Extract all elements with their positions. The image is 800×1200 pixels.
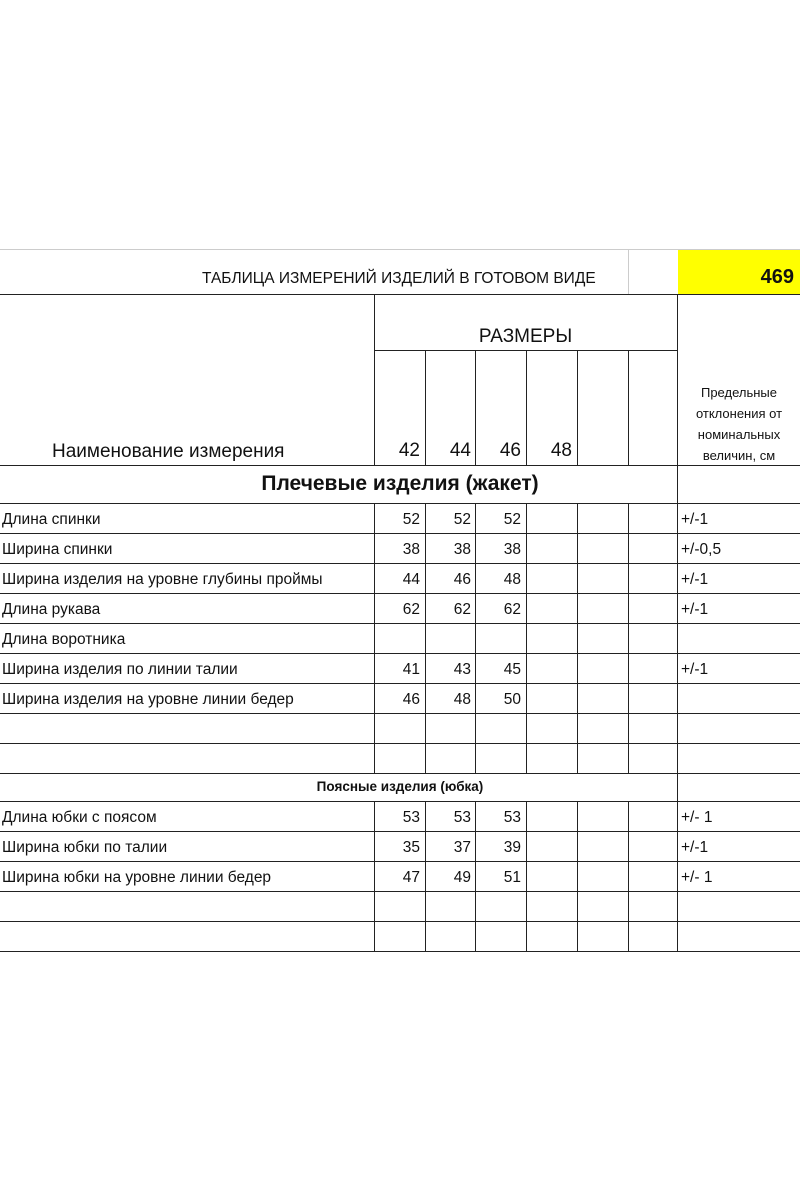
column-divider [628,623,629,653]
size-value: 38 [453,541,471,558]
size-value: 43 [453,661,471,678]
column-divider [677,653,678,683]
column-divider [628,891,629,921]
column-divider [677,921,678,951]
column-divider [526,801,527,831]
column-divider [628,653,629,683]
size-value: 48 [503,571,521,588]
size-value: 50 [503,691,521,708]
tolerance-value: +/- 1 [681,869,713,886]
tolerance-value: +/-1 [681,839,709,856]
column-divider [526,831,527,861]
column-divider [577,653,578,683]
column-divider [577,683,578,713]
size-value: 45 [503,661,521,678]
size-value: 62 [402,601,420,618]
measurement-name: Ширина изделия по линии талии [2,661,238,678]
column-divider [628,831,629,861]
column-divider [577,563,578,593]
column-divider [628,563,629,593]
size-value: 52 [402,511,420,528]
column-divider [526,623,527,653]
column-divider [577,743,578,773]
column-divider [526,683,527,713]
size-value: 46 [402,691,420,708]
column-divider [577,593,578,623]
column-divider [677,533,678,563]
column-divider [577,831,578,861]
column-divider [628,503,629,533]
size-value: 53 [453,809,471,826]
row-divider [0,653,800,654]
size-column-divider [628,350,629,465]
size-value: 41 [402,661,420,678]
tolerance-header: Предельные отклонения от номинальных величин, см [695,385,783,463]
column-divider [677,743,678,773]
measurement-name: Ширина изделия на уровне линии бедер [2,691,294,708]
column-divider [425,623,426,653]
row-divider [0,593,800,594]
model-number: 469 [760,266,794,288]
row-divider [0,743,800,744]
tolerance-value: +/-1 [681,511,709,528]
column-divider [526,563,527,593]
column-divider [628,743,629,773]
measurement-name: Длина рукава [2,601,101,618]
size-header: 44 [449,440,471,461]
tolerance-value: +/- 1 [681,809,713,826]
row-divider [0,861,800,862]
row-divider [0,533,800,534]
column-divider [526,921,527,951]
column-divider [475,713,476,743]
column-divider [628,801,629,831]
size-value: 35 [402,839,420,856]
measurement-name: Длина юбки с поясом [2,809,157,826]
column-divider [425,891,426,921]
column-divider [374,713,375,743]
column-divider [577,801,578,831]
column-divider [577,861,578,891]
column-divider [628,861,629,891]
size-value: 53 [503,809,521,826]
column-divider [526,713,527,743]
row-divider [0,623,800,624]
row-divider [0,921,800,922]
row-divider [0,951,800,952]
column-divider [677,623,678,653]
measurement-name: Длина воротника [2,631,126,648]
size-value: 51 [503,869,521,886]
section-title: Плечевые изделия (жакет) [261,472,539,495]
column-divider [475,921,476,951]
tolerance-value: +/-1 [681,661,709,678]
row-divider [0,891,800,892]
row-divider [0,683,800,684]
column-divider [677,891,678,921]
column-divider [577,891,578,921]
column-divider [677,831,678,861]
column-divider [526,653,527,683]
section-title: Поясные изделия (юбка) [316,779,484,794]
column-divider [577,503,578,533]
size-value: 38 [402,541,420,558]
column-divider [526,743,527,773]
column-divider [677,683,678,713]
row-divider [0,563,800,564]
column-divider [425,921,426,951]
size-column-divider [577,350,578,465]
size-value: 46 [453,571,471,588]
column-divider [475,891,476,921]
column-divider [577,533,578,563]
row-divider [0,831,800,832]
size-value: 37 [453,839,471,856]
column-divider [526,503,527,533]
column-divider [425,743,426,773]
column-divider [374,891,375,921]
measurement-name: Ширина юбки по талии [2,839,168,856]
measurement-name: Ширина спинки [2,541,113,558]
size-value: 38 [503,541,521,558]
column-divider [374,623,375,653]
column-divider [628,533,629,563]
column-divider [677,593,678,623]
table-title: ТАБЛИЦА ИЗМЕРЕНИЙ ИЗДЕЛИЙ В ГОТОВОМ ВИДЕ [202,270,596,287]
size-value: 39 [503,839,521,856]
column-divider [577,713,578,743]
size-value: 62 [503,601,521,618]
column-divider [677,801,678,831]
measurement-name: Ширина изделия на уровне глубины проймы [2,571,323,588]
column-divider [677,713,678,743]
column-divider [526,861,527,891]
column-divider [677,563,678,593]
column-divider [677,861,678,891]
size-value: 47 [402,869,420,886]
tolerance-value: +/-1 [681,601,709,618]
column-divider [628,921,629,951]
tolerance-value: +/-0,5 [681,541,722,558]
size-header: 48 [550,440,572,461]
size-value: 44 [402,571,420,588]
measurement-name: Ширина юбки на уровне линии бедер [2,869,272,886]
row-divider [0,713,800,714]
column-divider [628,713,629,743]
size-header: 42 [398,440,420,461]
column-divider [677,503,678,533]
column-divider [526,891,527,921]
size-header: 46 [499,440,521,461]
measurement-name: Длина спинки [2,511,101,528]
tolerance-value: +/-1 [681,571,709,588]
column-divider [475,743,476,773]
size-value: 53 [402,809,420,826]
size-value: 52 [453,511,471,528]
column-divider [475,623,476,653]
size-value: 48 [453,691,471,708]
size-value: 62 [453,601,471,618]
column-divider [374,743,375,773]
column-divider [577,921,578,951]
name-column-header: Наименование измерения [52,441,285,462]
size-value: 52 [503,511,521,528]
size-value: 49 [453,869,471,886]
column-divider [628,593,629,623]
column-divider [526,533,527,563]
column-divider [425,713,426,743]
column-divider [526,593,527,623]
column-divider [374,921,375,951]
column-divider [628,683,629,713]
sizes-header: РАЗМЕРЫ [478,326,573,347]
column-divider [577,623,578,653]
